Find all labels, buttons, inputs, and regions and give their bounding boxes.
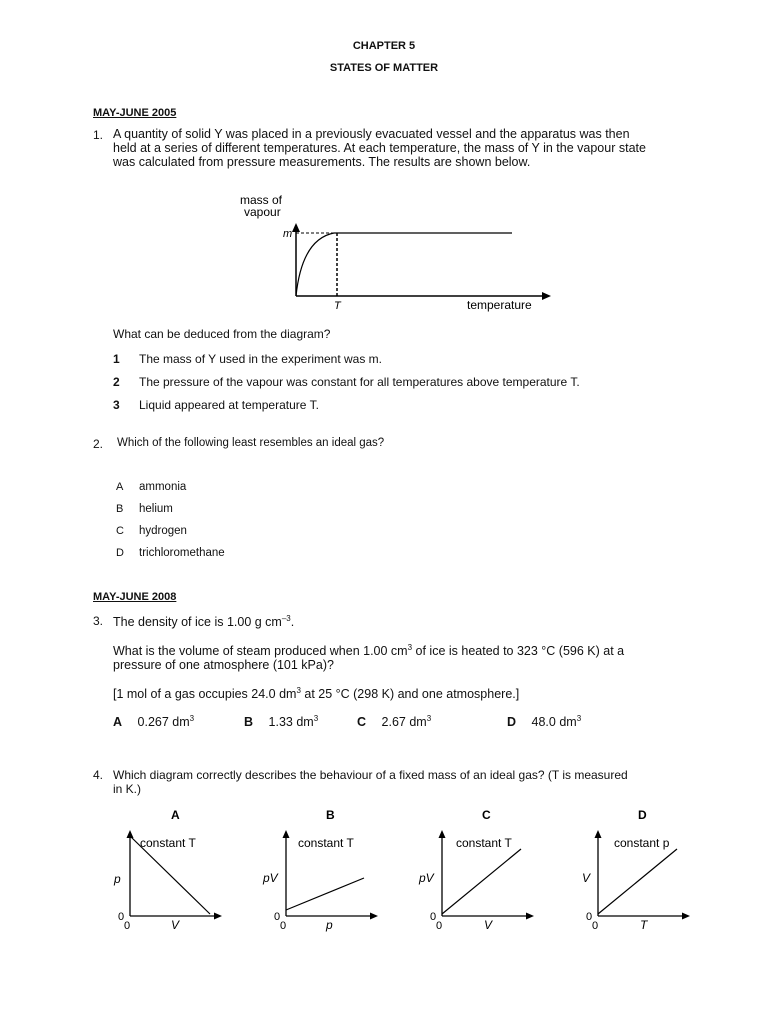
graph-m-label: m [283, 228, 293, 240]
diagram-b-x-arrow [370, 913, 378, 920]
question-3-line2: pressure of one atmosphere (101 kPa)? [113, 658, 334, 673]
q2-option-c-text: hydrogen [139, 525, 187, 537]
graph-curve [296, 233, 512, 296]
diagram-b-letter: B [326, 808, 335, 822]
q3-option-c-exp: 3 [426, 714, 432, 723]
diagram-d-label: constant p [614, 836, 670, 850]
q2-option-a-letter: A [116, 481, 124, 493]
diagram-d-letter: D [638, 808, 647, 822]
diagram-c-letter: C [482, 808, 491, 822]
section-heading-2005: MAY-JUNE 2005 [93, 107, 177, 119]
q2-option-b-text: helium [139, 503, 173, 515]
diagram-d-x-arrow [682, 913, 690, 920]
graph-y-arrow [292, 223, 300, 232]
q2-option-d-letter: D [116, 547, 124, 559]
graph-x-arrow [542, 292, 551, 300]
page-title: STATES OF MATTER [329, 62, 439, 74]
diagram-c-y-arrow [439, 830, 446, 838]
statement-1-text: The mass of Y used in the experiment was m. [139, 352, 383, 366]
q3-option-a [113, 714, 194, 729]
question-1-line: was calculated from pressure measurements. The results are shown below. [113, 155, 531, 169]
question-3-number: 3. [93, 614, 104, 628]
diagram-c-label: constant T [456, 836, 512, 850]
graph-ylabel-line1: mass of [240, 193, 283, 207]
q3-option-b-value: 1.33 dm [268, 715, 314, 730]
question-3-text-b: of ice is heated to 323 °C (596 K) at a [412, 644, 625, 659]
hint-text-a: [1 mol of a gas occupies 24.0 dm [113, 687, 297, 702]
diagram-d-origin-x: 0 [592, 920, 599, 932]
density-end: . [290, 615, 295, 630]
diagram-b-y-arrow [283, 830, 290, 838]
question-1-line: A quantity of solid Y was placed in a previously evacuated vessel and the apparatus was then [113, 127, 630, 141]
statement-1-number: 1 [113, 352, 120, 366]
question-3-density [113, 614, 294, 629]
q2-option-c-letter: C [116, 525, 124, 537]
q3-option-a-exp: 3 [189, 714, 195, 723]
q2-option-b-letter: B [116, 503, 124, 515]
diagram-c-xaxis-label: V [484, 918, 493, 932]
q4-diagram-b [262, 804, 382, 934]
diagram-a-origin-y: 0 [118, 911, 125, 923]
diagram-d-yaxis-label: V [582, 871, 591, 885]
question-2-number: 2. [93, 437, 104, 451]
question-1-graph [230, 185, 560, 315]
q3-option-d [507, 714, 581, 729]
statement-3-number: 3 [113, 398, 120, 412]
question-4-number: 4. [93, 768, 104, 782]
diagram-a-x-arrow [214, 913, 222, 920]
density-exponent: –3 [281, 614, 291, 623]
question-3-exponent: 3 [407, 643, 413, 652]
diagram-d-y-arrow [595, 830, 602, 838]
diagram-a-yaxis-label: p [114, 872, 121, 886]
diagram-c-origin-y: 0 [430, 911, 437, 923]
hint-text-b: at 25 °C (298 K) and one atmosphere.] [300, 687, 520, 702]
q3-option-b [244, 714, 318, 729]
q3-option-a-value: 0.267 dm [137, 715, 190, 730]
diagram-d-line [598, 849, 677, 914]
question-3-hint [113, 686, 519, 701]
diagram-a-label: constant T [140, 836, 196, 850]
q3-option-c [357, 714, 431, 729]
q2-option-d-text: trichloromethane [139, 547, 225, 559]
statement-2-text: The pressure of the vapour was constant for all temperatures above temperature T. [139, 375, 580, 389]
statement-2-number: 2 [113, 375, 120, 389]
question-3-text-a: What is the volume of steam produced when 1.00 cm [113, 644, 408, 659]
q3-option-a-letter: A [113, 715, 123, 730]
diagram-c-x-arrow [526, 913, 534, 920]
diagram-c-yaxis-label: pV [419, 871, 434, 885]
question-1-number: 1. [93, 128, 104, 142]
diagram-b-label: constant T [298, 836, 354, 850]
question-4-line2: in K.) [113, 782, 142, 796]
diagram-b-origin-x: 0 [280, 920, 287, 932]
diagram-a-xaxis-label: V [171, 918, 180, 932]
section-heading-2008: MAY-JUNE 2008 [93, 591, 177, 603]
q4-diagram-a [108, 804, 228, 934]
graph-t-label: T [334, 300, 341, 312]
question-4-line1: Which diagram correctly describes the behaviour of a fixed mass of an ideal gas? (T is measured [113, 768, 628, 782]
q3-option-c-letter: C [357, 715, 367, 730]
q3-option-d-value: 48.0 dm [531, 715, 577, 730]
question-1-line: held at a series of different temperatures. At each temperature, the mass of Y in the vapour state [113, 141, 646, 155]
q2-option-a-text: ammonia [139, 481, 187, 493]
chapter-label: CHAPTER 5 [352, 40, 416, 52]
q3-option-c-value: 2.67 dm [381, 715, 427, 730]
question-3-question [113, 643, 753, 672]
diagram-a-origin-x: 0 [124, 920, 131, 932]
graph-xlabel: temperature [467, 298, 532, 312]
diagram-d-xaxis-label: T [640, 918, 648, 932]
q4-diagram-d [574, 804, 694, 934]
diagram-b-yaxis-label: pV [263, 871, 278, 885]
diagram-b-xaxis-label: p [326, 918, 333, 932]
density-text: The density of ice is 1.00 g cm [113, 615, 282, 630]
diagram-c-line [442, 849, 521, 914]
question-1-text [113, 127, 743, 169]
q4-diagram-c [418, 804, 538, 934]
question-4-text [113, 768, 753, 796]
q3-option-d-letter: D [507, 715, 517, 730]
q3-option-b-letter: B [244, 715, 254, 730]
diagram-b-line [286, 878, 364, 910]
q3-option-b-exp: 3 [313, 714, 319, 723]
diagram-b-origin-y: 0 [274, 911, 281, 923]
diagram-d-origin-y: 0 [586, 911, 593, 923]
diagram-a-letter: A [171, 808, 180, 822]
question-1-prompt: What can be deduced from the diagram? [113, 327, 331, 341]
question-2-text: Which of the following least resembles an ideal gas? [117, 437, 385, 449]
graph-ylabel-line2: vapour [244, 205, 281, 219]
hint-exponent: 3 [296, 686, 301, 695]
diagram-c-origin-x: 0 [436, 920, 443, 932]
statement-3-text: Liquid appeared at temperature T. [139, 398, 319, 412]
q3-option-d-exp: 3 [576, 714, 582, 723]
